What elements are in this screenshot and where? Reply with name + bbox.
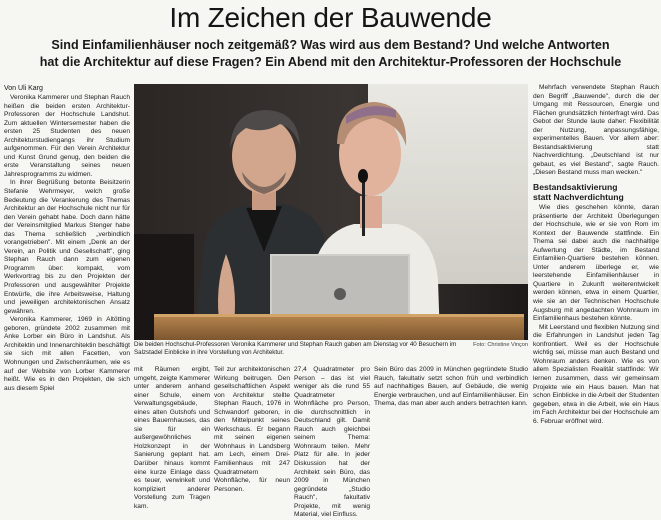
article-column-4 bbox=[294, 366, 370, 519]
article-column-2 bbox=[134, 366, 210, 510]
microphone-icon bbox=[362, 176, 365, 236]
photo-illustration bbox=[134, 84, 528, 340]
section-heading-line-2: statt Nachverdichtung bbox=[533, 192, 624, 203]
paragraph: 27,4 Quadratmeter pro Person – das ist viel weniger als die rund 55 Quadratmeter Wohnfläche pro Person, die durchschnittlich in Deutschland gilt. Damit Rauch auch gleichbei seinem Thema: Wohnraum teilen. Mehr Platz für alle. In jeder Diskussion hat der Architekt sein Büro, das 2009 in München gegründete „Studio Rauch", fakultativ Projekte, mit wenig Material, viel Einfluss. bbox=[294, 366, 370, 519]
apple-logo-icon bbox=[334, 288, 346, 300]
headline: Im Zeichen der Bauwende bbox=[169, 2, 492, 33]
subhead bbox=[0, 37, 661, 71]
paragraph: Sein Büro das 2009 in München gegründete Studio Rauch, fakultativ setzt schon früh und verbindlich auf nachhaltiges Bauen, auf Gebäude, die wenig Energie verbrauchen, und auf Einfamilienhäuser. Ein Thema, das man aber auch anders betrachten kann. bbox=[374, 366, 528, 408]
lectern bbox=[154, 314, 524, 340]
subhead-line-1: Sind Einfamilienhäuser noch zeitgemäß? Was wird aus dem Bestand? Und welche Antworten bbox=[51, 38, 610, 52]
article-photo bbox=[134, 84, 528, 340]
article-column-1 bbox=[4, 94, 130, 464]
paragraph: In ihrer Begrüßung betonte Beisitzerin Stefanie Wehrmeyer, welch große Bedeutung die Verankerung des Themas Architektur an der Hochschule nicht nur für den Verein gehabt habe. Doch dann hätte der Vereinsmitglied Markus Stenger habe das Thema schließlich „verbindlich vorangetrieben". Mit einem „Denk an der Verein, an Politik und Gesellschaft", ging Stephan Rauch dann zum eigenen Programm über: kompakt, vom Werkvortrag bis zu den Projekten der Professoren und ausgewählter Projekte Entwürfe, die ihre Arbeitsweise, Haltung und jeweiligen architektonischen Ansatz gewähren. bbox=[4, 179, 130, 315]
paragraph: Mit Leerstand und flexiblen Nutzung sind die Erfahrungen in Landshut jeden Tag konfrontiert. Weil es der Hochschule wichtig sei, müsse man auch Bestand und Wohnraum anders denken. Wie es von allem Spezialisten Realität stattfinde: Wir lernen zusammen, dass wir gemeinsam Projekte wie ein Haus bauen. Man hat schon Einblicke in die Arbeit der Studenten gegeben, etwa in die Arbeit, wie ein Haus im Fach Architektur bei der Hochschule am 6. Februar eröffnet wird. bbox=[533, 323, 659, 425]
paragraph: Wie dies geschehen könnte, daran präsentierte der Architekt Überlegungen der Hochschule, wie er sie von Rom im Kontext der Bauwende stattfinde. Ein Thema sei dabei auch die nachhaltige Aufwertung der Städte, im Bestand Einfamilien-Quartiere bestehen können. Unter anderem überlege er, wie leerstehende Einfamilienhäuser in Quartiere in Zukunft weiterentwickelt werden können, etwa in einem Quartier, wie sie an der Technischen Hochschule Augsburg mit angedachten Wohnraum im Einfamilienhaus bestehen könnte. bbox=[533, 204, 659, 323]
paragraph: Teil zur architektonischen Wirkung beitrugen. Den gesellschaftlichen Aspekt von Architektur stellte Stephan Rauch, 1976 in Schwandorf geboren, in den Mittelpunkt seines Werkschaus. Er begann mit seinen eigenen Wohnhaus in Landsberg am Lech, einem Drei-Familienhaus mit 247 Quadratmetern Wohnfläche, für neun Personen. bbox=[214, 366, 290, 493]
section-heading-line-1: Bestandsaktivierung bbox=[533, 182, 618, 193]
paragraph: mit Räumen ergibt, umgeht, zeigte Kammerer unter anderem anhand einer Schule, einem Verwaltungsgebäude, eines alten Gutshofs und eines Bauernhauses, das sie für ein außergewöhnliches Holzkonzept in der Sanierung geplant hat. Darüber hinaus kommt eine kurze Einlage dass es teuer, verwinkelt und kompliziert anderer Vorstellung zum Tragen kam. bbox=[134, 366, 210, 510]
photo-credit: Foto: Christine Vinçon bbox=[473, 342, 528, 348]
caption-text: Die beiden Hochschul-Professoren Veronika Kammerer und Stephan Rauch gaben am Dienstag vor 40 Besuchern im Salzstadel Einblicke in ihre Vorstellung von Architektur. bbox=[134, 341, 457, 356]
article-column-5 bbox=[374, 366, 528, 464]
article-column-6 bbox=[533, 84, 659, 464]
paragraph: Veronika Kammerer und Stephan Rauch heißen die beiden ersten Architektur-Professoren der Hochschule Landshut. Zum aktuellen Wintersemester haben die ersten 25 Studenten des neuen Architekturstudiengangs ihr Studium aufgenommen. Für den Verein Architektur und Kunst Grund genug, den beiden die erste Veranstaltung seines neuen Jahresprogramms zu widmen. bbox=[4, 94, 130, 178]
paragraph: Mehrfach verwendete Stephan Rauch den Begriff „Bauwende", durch die der Umgang mit Ressourcen, Energie und Flächen grundsätzlich hinterfragt wird. Das Gebot der Stunde laute daher: Flexibilität der Nutzung, anpassungsfähige, experimentelles Bauen. Vor allem aber: Bestandsaktivierung statt Nachverdichtung. „Deutschland ist nur gebaut, es viel Bestand", sagte Rauch. „Diesen Bestand muss man wecken." bbox=[533, 84, 659, 177]
byline: Von Uli Karg bbox=[4, 85, 43, 92]
section-heading bbox=[533, 182, 659, 202]
paragraph: Veronika Kammerer, 1969 in Altötting geboren, gründete 2002 zusammen mit Anke Lorber ein Büro in Landshut. Als Architektin und Innenarchitektin beschäftigt sie sich mit allen Facetten, von Wohnungen und Zwischenräumen, wie es auf der Website von Lorber Kammerer heißt. Wie es in den Projekten, die sich aus diesem Spiel bbox=[4, 316, 130, 392]
subhead-line-2: hat die Architektur auf diese Fragen? Ein Abend mit den Architektur-Professoren der Hochschule bbox=[39, 55, 622, 69]
article-column-3 bbox=[214, 366, 290, 493]
photo-caption bbox=[134, 341, 528, 357]
